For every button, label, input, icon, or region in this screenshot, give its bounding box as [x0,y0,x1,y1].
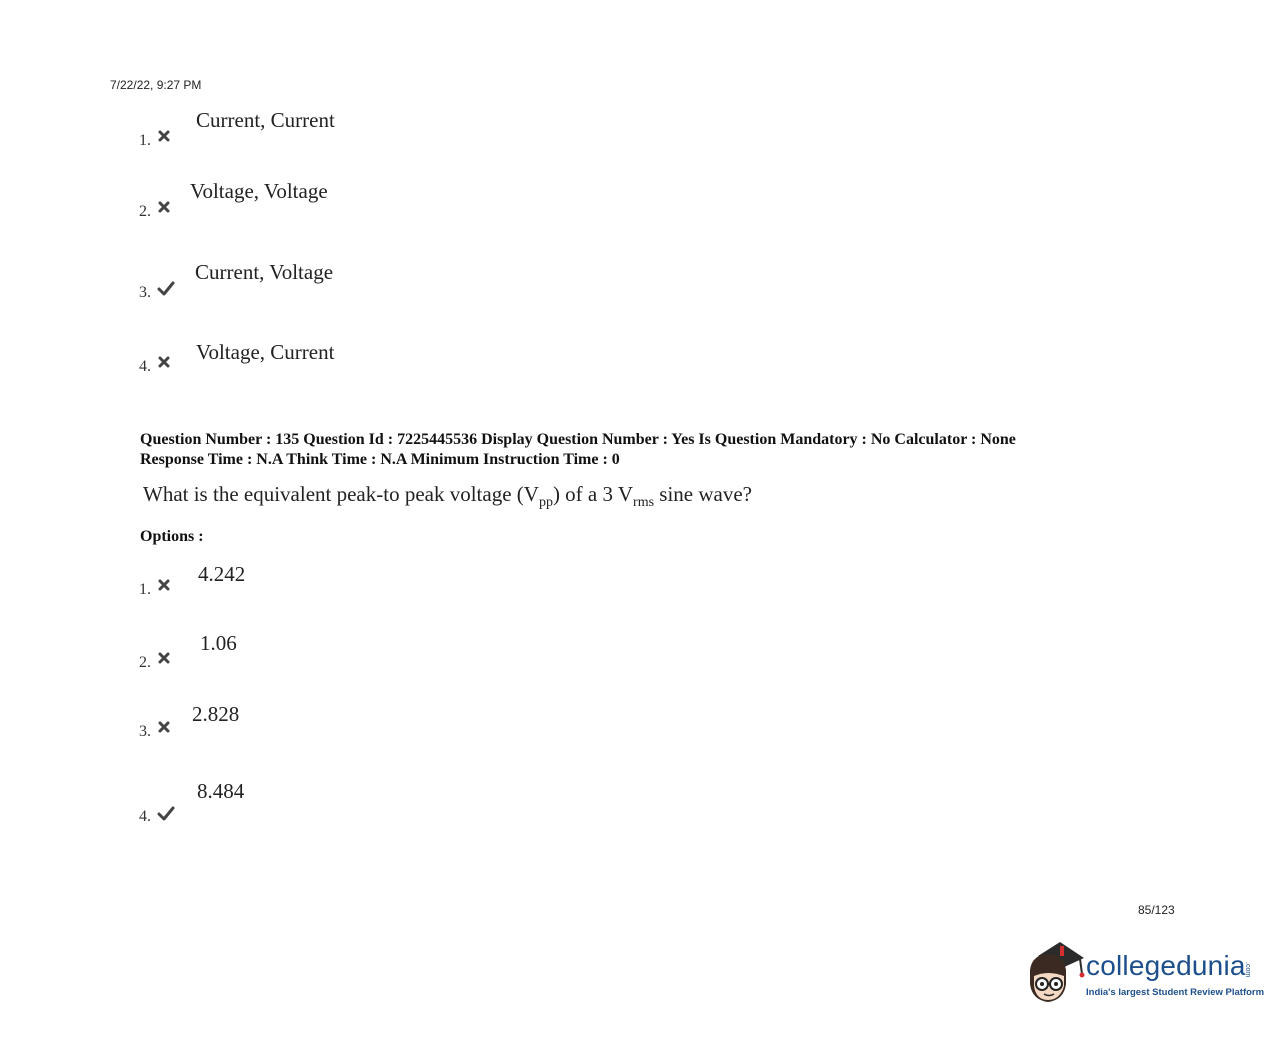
question-metadata [140,430,1140,470]
collegedunia-logo [1024,940,1264,1012]
check-icon [157,805,175,823]
option-4 [0,779,600,849]
logo-tagline: India's largest Student Review Platform [1086,987,1265,998]
option-text: 2.828 [192,702,240,726]
cross-icon [157,720,175,738]
cross-icon [157,355,175,373]
option-2 [0,631,600,701]
logo-wordmark: collegedunia [1086,950,1246,981]
prev-option-2 [0,179,600,249]
option-text: 1.06 [200,631,237,655]
cross-icon [157,200,175,218]
option-text: Voltage, Voltage [190,179,328,203]
prev-option-1 [0,108,600,178]
page-number: 85/123 [1138,903,1175,917]
option-number: 1. [139,132,151,149]
question-text: What is the equivalent peak-to peak voltage $(V_{pp})$ of a 3 $V_{rms}$ sine wave? [143,482,752,510]
option-number: 2. [139,654,151,671]
metadata-line-2: Response Time : N.A Think Time : N.A Minimum Instruction Time : 0 [140,451,620,468]
subscript-rms: rms [633,495,655,510]
option-number: 3. [139,284,151,301]
options-label: Options : [140,528,204,545]
option-text: 4.242 [198,562,246,586]
subscript-pp: pp [538,495,553,510]
cross-icon [157,129,175,147]
mascot-icon [1024,940,1086,1008]
option-text: 8.484 [197,779,245,803]
option-text: Current, Voltage [195,260,334,284]
option-number: 1. [139,581,151,598]
option-number: 3. [139,723,151,740]
cross-icon [157,578,175,596]
logo-dotcom: .com [1244,962,1251,978]
print-timestamp: 7/22/22, 9:27 PM [110,78,202,92]
cross-icon [157,651,175,669]
metadata-line-1: Question Number : 135 Question Id : 7225445536 Display Question Number : Yes Is Question Mandatory : No Calculator : None [140,431,1016,448]
option-text: Current, Current [196,108,335,132]
option-1 [0,562,600,632]
check-icon [157,280,175,298]
option-number: 4. [139,358,151,375]
option-number: 2. [139,203,151,220]
option-3 [0,702,600,772]
option-text: Voltage, Current [196,340,335,364]
prev-option-4 [0,340,600,410]
prev-option-3 [0,260,600,330]
option-number: 4. [139,808,151,825]
